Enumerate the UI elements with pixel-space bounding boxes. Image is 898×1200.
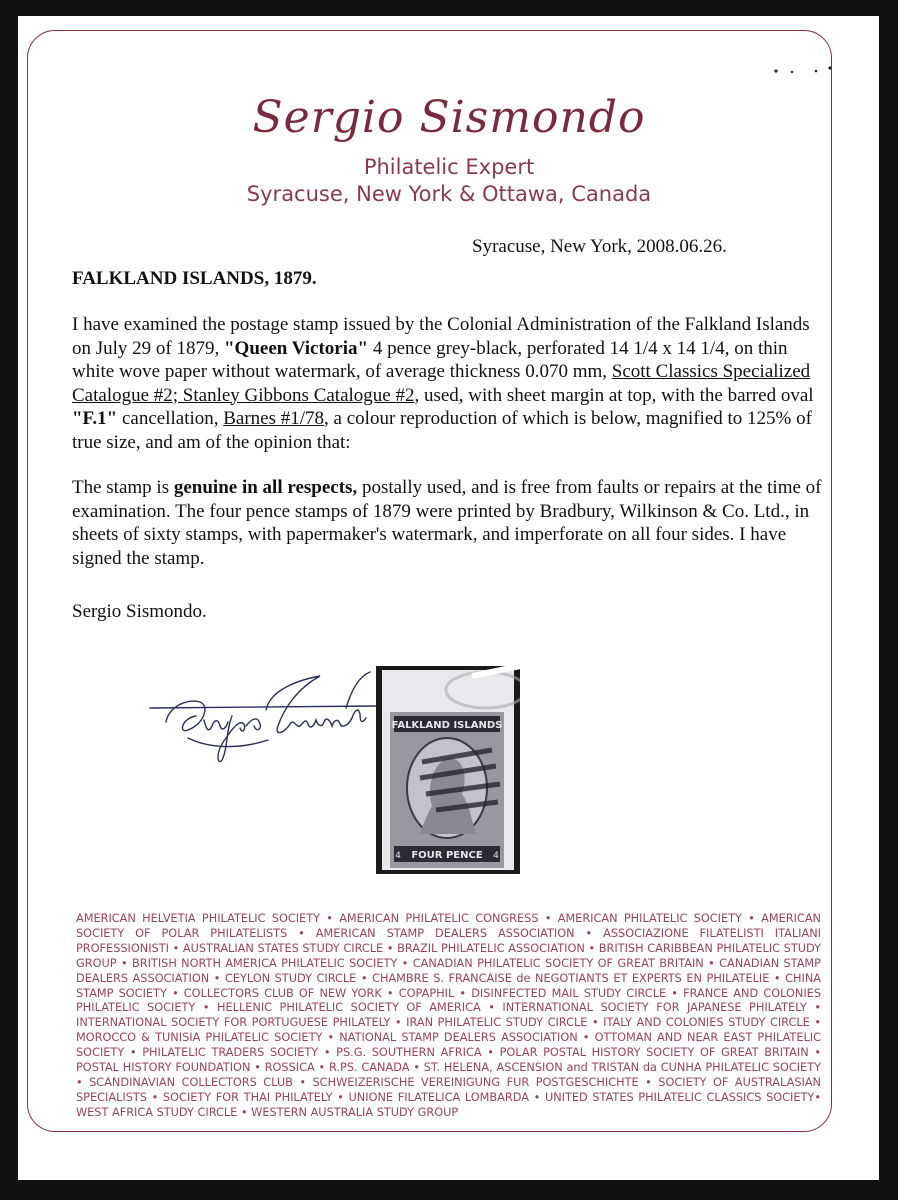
certificate-heading: FALKLAND ISLANDS, 1879. — [72, 268, 317, 289]
stamp-bottom-text: FOUR PENCE — [411, 850, 483, 861]
expert-name: Sergio Sismondo — [252, 92, 646, 143]
corner-marks — [772, 64, 842, 76]
handwritten-signature — [148, 668, 388, 768]
examination-paragraph: I have examined the postage stamp issued by the Colonial Administration of the Falkland Islands on July 29 of 1879, "Queen Victoria" 4 pence grey-black, perforated 14 1/4 x 14 1/4, on thin white wove paper without watermark, of average thickness 0.070 mm, Scott Classics Specialized Catalogue #2; Stanley Gibbons Catalogue #2, used, with sheet margin at top, with the barred oval "F.1" cancellation, Barnes #1/78, a colour reproduction of which is below, magnified to 125% of true size, and am of the opinion that: — [72, 314, 814, 453]
societies-list: AMERICAN HELVETIA PHILATELIC SOCIETY • AMERICAN PHILATELIC CONGRESS • AMERICAN PHILATELIC SOCIETY • AMERICAN SOCIETY OF POLAR PHILATELISTS • AMERICAN STAMP DEALERS ASSOCIATION • ASSOCIAZIONE FILATELISTI ITALIANI PROFESSIONISTI • AUSTRALIAN STATES STUDY CIRCLE • BRAZIL PHILATELIC ASSOCIATION • BRITISH CARIBBEAN PHILATELIC STUDY GROUP • BRITISH NORTH AMERICA PHILATELIC SOCIETY • CANADIAN PHILATELIC SOCIETY OF GREAT BRITAIN • CANADIAN STAMP DEALERS ASSOCIATION • CEYLON STUDY CIRCLE • CHAMBRE S. FRANCAISE de NEGOTIANTS ET EXPERTS EN PHILATELIE • CHINA STAMP SOCIETY • COLLECTORS CLUB OF NEW YORK • COPAPHIL • DISINFECTED MAIL STUDY CIRCLE • FRANCE AND COLONIES PHILATELIC SOCIETY • HELLENIC PHILATELIC SOCIETY OF AMERICA • INTERNATIONAL SOCIETY FOR JAPANESE PHILATELY • INTERNATIONAL SOCIETY FOR PORTUGUESE PHILATELY • IRAN PHILATELIC STUDY CIRCLE • ITALY AND COLONIES STUDY CIRCLE • MOROCCO & TUNISIA PHILATELIC SOCIETY • NATIONAL STAMP DEALERS ASSOCIATION • OTTOMAN AND NEAR EAST PHILATELIC SOCIETY • PHILATELIC TRADERS SOCIETY • PS.G. SOUTHERN AFRICA • POLAR POSTAL HISTORY SOCIETY OF GREAT BRITAIN • POSTAL HISTORY FOUNDATION • ROSSICA • R.PS. CANADA • ST. HELENA, ASCENSION and TRISTAN da CUNHA PHILATELIC SOCIETY • SCANDINAVIAN COLLECTORS CLUB • SCHWEIZERISCHE VEREINIGUNG FUR POSTGESCHICHTE • SOCIETY OF AUSTRALASIAN SPECIALISTS • SOCIETY FOR THAI PHILATELY • UNIONE FILATELICA LOMBARDA • UNITED STATES PHILATELIC CLASSICS SOCIETY• WEST AFRICA STUDY CIRCLE • WESTERN AUSTRALIA STUDY GROUP — [76, 912, 821, 1119]
signoff-name: Sergio Sismondo. — [72, 601, 207, 622]
stamp-value-right: 4 — [493, 851, 499, 861]
stamp-top-text: FALKLAND ISLANDS — [391, 720, 503, 731]
date-line: Syracuse, New York, 2008.06.26. — [472, 236, 727, 257]
stamp-value-left: 4 — [395, 851, 401, 861]
expert-title: Philatelic Expert — [363, 155, 535, 179]
stamp-image — [376, 666, 520, 874]
expert-location: Syracuse, New York & Ottawa, Canada — [246, 182, 652, 206]
opinion-paragraph: The stamp is genuine in all respects, postally used, and is free from faults or repairs at the time of examination. The four pence stamps of 1879 were printed by Bradbury, Wilkinson & Co. Ltd., in sheets of sixty stamps, with papermaker's watermark, and imperforate on all four sides. I have signed the stamp. — [72, 477, 822, 569]
